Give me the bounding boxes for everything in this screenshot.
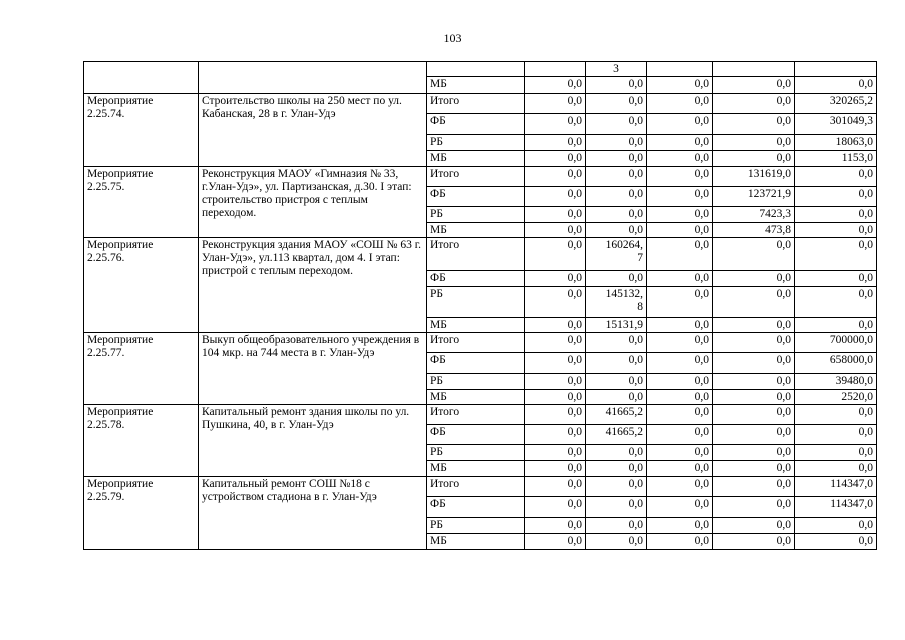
value-cell xyxy=(525,62,586,77)
source-cell: РБ xyxy=(427,207,525,223)
value-cell: 0,0 xyxy=(525,477,586,497)
value-cell: 0,0 xyxy=(713,353,795,374)
value-cell: 0,0 xyxy=(525,497,586,518)
value-cell: 114347,0 xyxy=(795,497,877,518)
value-cell: 0,0 xyxy=(795,271,877,287)
value-cell: 0,0 xyxy=(713,497,795,518)
value-cell: 0,0 xyxy=(795,187,877,207)
value-cell: 0,0 xyxy=(586,477,647,497)
table-row xyxy=(84,167,877,187)
value-cell: 0,0 xyxy=(586,333,647,353)
value-cell: 0,0 xyxy=(795,223,877,238)
value-cell: 0,0 xyxy=(795,405,877,425)
value-cell: 0,0 xyxy=(586,114,647,135)
source-cell: МБ xyxy=(427,461,525,477)
value-cell: 0,0 xyxy=(795,534,877,550)
event-description: Выкуп общеобразовательного учреждения в 104 мкр. на 744 места в г. Улан-Удэ xyxy=(199,333,427,405)
value-cell: 145132, 8 xyxy=(586,287,647,318)
value-cell: 0,0 xyxy=(713,445,795,461)
value-cell: 0,0 xyxy=(586,353,647,374)
value-cell: 0,0 xyxy=(795,461,877,477)
source-cell: Итого xyxy=(427,405,525,425)
value-cell: 0,0 xyxy=(795,77,877,94)
value-cell: 0,0 xyxy=(713,333,795,353)
value-cell: 0,0 xyxy=(647,390,713,405)
value-cell: 0,0 xyxy=(586,445,647,461)
value-cell: 0,0 xyxy=(647,445,713,461)
value-cell: 0,0 xyxy=(713,425,795,445)
value-cell xyxy=(647,62,713,77)
value-cell: 41665,2 xyxy=(586,405,647,425)
value-cell: 0,0 xyxy=(713,94,795,114)
value-cell: 0,0 xyxy=(586,77,647,94)
value-cell: 0,0 xyxy=(525,114,586,135)
value-cell: 0,0 xyxy=(525,238,586,271)
value-cell: 123721,9 xyxy=(713,187,795,207)
value-cell: 0,0 xyxy=(795,518,877,534)
source-cell: Итого xyxy=(427,477,525,497)
value-cell: 0,0 xyxy=(525,425,586,445)
value-cell: 0,0 xyxy=(525,207,586,223)
event-label: Мероприятие 2.25.79. xyxy=(84,477,199,550)
value-cell: 0,0 xyxy=(713,477,795,497)
value-cell: 0,0 xyxy=(713,114,795,135)
value-cell: 0,0 xyxy=(795,207,877,223)
source-cell: РБ xyxy=(427,287,525,318)
value-cell: 0,0 xyxy=(713,318,795,333)
table-row xyxy=(84,477,877,497)
table-body xyxy=(84,62,877,550)
value-cell: 131619,0 xyxy=(713,167,795,187)
value-cell: 18063,0 xyxy=(795,135,877,151)
value-cell: 0,0 xyxy=(525,318,586,333)
value-cell: 301049,3 xyxy=(795,114,877,135)
value-cell: 0,0 xyxy=(586,390,647,405)
value-cell: 0,0 xyxy=(647,477,713,497)
value-cell xyxy=(795,62,877,77)
value-cell: 0,0 xyxy=(713,271,795,287)
value-cell: 0,0 xyxy=(525,151,586,167)
event-label: Мероприятие 2.25.75. xyxy=(84,167,199,238)
value-cell: 0,0 xyxy=(647,187,713,207)
value-cell: 0,0 xyxy=(795,445,877,461)
value-cell: 0,0 xyxy=(647,318,713,333)
value-cell: 0,0 xyxy=(647,497,713,518)
value-cell: 0,0 xyxy=(713,135,795,151)
value-cell: 0,0 xyxy=(647,353,713,374)
source-cell: ФБ xyxy=(427,271,525,287)
value-cell: 0,0 xyxy=(525,271,586,287)
value-cell xyxy=(713,62,795,77)
table-row xyxy=(84,333,877,353)
value-cell: 0,0 xyxy=(586,518,647,534)
value-cell: 0,0 xyxy=(795,318,877,333)
source-cell: ФБ xyxy=(427,425,525,445)
source-cell xyxy=(427,62,525,77)
source-cell: ФБ xyxy=(427,353,525,374)
value-cell: 0,0 xyxy=(795,287,877,318)
value-cell: 0,0 xyxy=(525,374,586,390)
value-cell: 0,0 xyxy=(525,353,586,374)
event-description: Строительство школы на 250 мест по ул. Кабанская, 28 в г. Улан-Удэ xyxy=(199,94,427,167)
value-cell: 0,0 xyxy=(795,238,877,271)
value-cell: 0,0 xyxy=(525,187,586,207)
source-cell: МБ xyxy=(427,223,525,238)
source-cell: РБ xyxy=(427,518,525,534)
event-cell xyxy=(84,62,199,94)
value-cell: 0,0 xyxy=(795,425,877,445)
value-cell: 0,0 xyxy=(525,333,586,353)
value-cell: 0,0 xyxy=(713,390,795,405)
value-cell: 0,0 xyxy=(647,135,713,151)
value-cell: 0,0 xyxy=(713,77,795,94)
value-cell: 0,0 xyxy=(647,518,713,534)
source-cell: Итого xyxy=(427,167,525,187)
event-label: Мероприятие 2.25.77. xyxy=(84,333,199,405)
value-cell: 0,0 xyxy=(647,207,713,223)
value-cell: 0,0 xyxy=(647,287,713,318)
value-cell: 0,0 xyxy=(647,534,713,550)
value-cell: 1153,0 xyxy=(795,151,877,167)
value-cell: 0,0 xyxy=(647,77,713,94)
value-cell: 39480,0 xyxy=(795,374,877,390)
event-label: Мероприятие 2.25.76. xyxy=(84,238,199,333)
value-cell: 0,0 xyxy=(525,390,586,405)
value-cell: 0,0 xyxy=(525,223,586,238)
event-description: Капитальный ремонт здания школы по ул. Пушкина, 40, в г. Улан-Удэ xyxy=(199,405,427,477)
source-cell: Итого xyxy=(427,94,525,114)
value-cell: 0,0 xyxy=(713,151,795,167)
value-cell: 0,0 xyxy=(647,114,713,135)
value-cell: 0,0 xyxy=(795,167,877,187)
value-cell: 658000,0 xyxy=(795,353,877,374)
value-cell: 0,0 xyxy=(586,534,647,550)
value-cell: 0,0 xyxy=(525,534,586,550)
value-cell: 0,0 xyxy=(586,497,647,518)
value-cell: 2520,0 xyxy=(795,390,877,405)
source-cell: Итого xyxy=(427,238,525,271)
source-cell: МБ xyxy=(427,151,525,167)
table-row xyxy=(84,238,877,271)
source-cell: МБ xyxy=(427,77,525,94)
value-cell: 160264, 7 xyxy=(586,238,647,271)
value-cell: 0,0 xyxy=(647,223,713,238)
value-cell: 0,0 xyxy=(525,167,586,187)
value-cell: 0,0 xyxy=(647,405,713,425)
value-cell: 41665,2 xyxy=(586,425,647,445)
value-cell: 0,0 xyxy=(713,238,795,271)
source-cell: РБ xyxy=(427,374,525,390)
value-cell: 0,0 xyxy=(647,333,713,353)
value-cell: 7423,3 xyxy=(713,207,795,223)
wrapped-value-cell: 3 xyxy=(586,62,647,77)
source-cell: Итого xyxy=(427,333,525,353)
value-cell: 0,0 xyxy=(586,374,647,390)
value-cell: 0,0 xyxy=(713,534,795,550)
value-cell: 0,0 xyxy=(713,374,795,390)
value-cell: 473,8 xyxy=(713,223,795,238)
continuation-wrap-row xyxy=(84,62,877,77)
value-cell: 0,0 xyxy=(713,405,795,425)
event-description: Реконструкция МАОУ «Гимназия № 33, г.Улан-Удэ», ул. Партизанская, д.30. I этап: строительство пристроя с теплым переходом. xyxy=(199,167,427,238)
value-cell: 0,0 xyxy=(647,238,713,271)
value-cell: 700000,0 xyxy=(795,333,877,353)
value-cell: 0,0 xyxy=(713,287,795,318)
source-cell: РБ xyxy=(427,445,525,461)
source-cell: ФБ xyxy=(427,187,525,207)
value-cell: 0,0 xyxy=(647,167,713,187)
source-cell: РБ xyxy=(427,135,525,151)
value-cell: 0,0 xyxy=(647,94,713,114)
value-cell: 0,0 xyxy=(586,461,647,477)
page-number: 103 xyxy=(443,31,462,45)
value-cell: 320265,2 xyxy=(795,94,877,114)
value-cell: 0,0 xyxy=(586,151,647,167)
source-cell: МБ xyxy=(427,318,525,333)
value-cell: 0,0 xyxy=(586,271,647,287)
value-cell: 0,0 xyxy=(713,461,795,477)
value-cell: 0,0 xyxy=(586,167,647,187)
value-cell: 0,0 xyxy=(525,77,586,94)
value-cell: 0,0 xyxy=(586,94,647,114)
table-row xyxy=(84,94,877,114)
source-cell: ФБ xyxy=(427,114,525,135)
value-cell: 0,0 xyxy=(647,425,713,445)
value-cell: 114347,0 xyxy=(795,477,877,497)
table-row xyxy=(84,405,877,425)
value-cell: 0,0 xyxy=(647,271,713,287)
value-cell: 0,0 xyxy=(525,518,586,534)
value-cell: 0,0 xyxy=(525,445,586,461)
value-cell: 0,0 xyxy=(525,287,586,318)
value-cell: 0,0 xyxy=(525,94,586,114)
value-cell: 0,0 xyxy=(586,135,647,151)
value-cell: 15131,9 xyxy=(586,318,647,333)
value-cell: 0,0 xyxy=(647,374,713,390)
value-cell: 0,0 xyxy=(647,461,713,477)
value-cell: 0,0 xyxy=(586,223,647,238)
event-description: Реконструкция здания МАОУ «СОШ № 63 г. Улан-Удэ», ул.113 квартал, дом 4. I этап: пристрой с теплым переходом. xyxy=(199,238,427,333)
event-label: Мероприятие 2.25.78. xyxy=(84,405,199,477)
source-cell: МБ xyxy=(427,534,525,550)
budget-table xyxy=(83,61,877,550)
value-cell: 0,0 xyxy=(586,207,647,223)
source-cell: МБ xyxy=(427,390,525,405)
event-label: Мероприятие 2.25.74. xyxy=(84,94,199,167)
value-cell: 0,0 xyxy=(647,151,713,167)
description-cell xyxy=(199,62,427,94)
source-cell: ФБ xyxy=(427,497,525,518)
value-cell: 0,0 xyxy=(713,518,795,534)
event-description: Капитальный ремонт СОШ №18 с устройством стадиона в г. Улан-Удэ xyxy=(199,477,427,550)
value-cell: 0,0 xyxy=(586,187,647,207)
value-cell: 0,0 xyxy=(525,135,586,151)
value-cell: 0,0 xyxy=(525,405,586,425)
value-cell: 0,0 xyxy=(525,461,586,477)
